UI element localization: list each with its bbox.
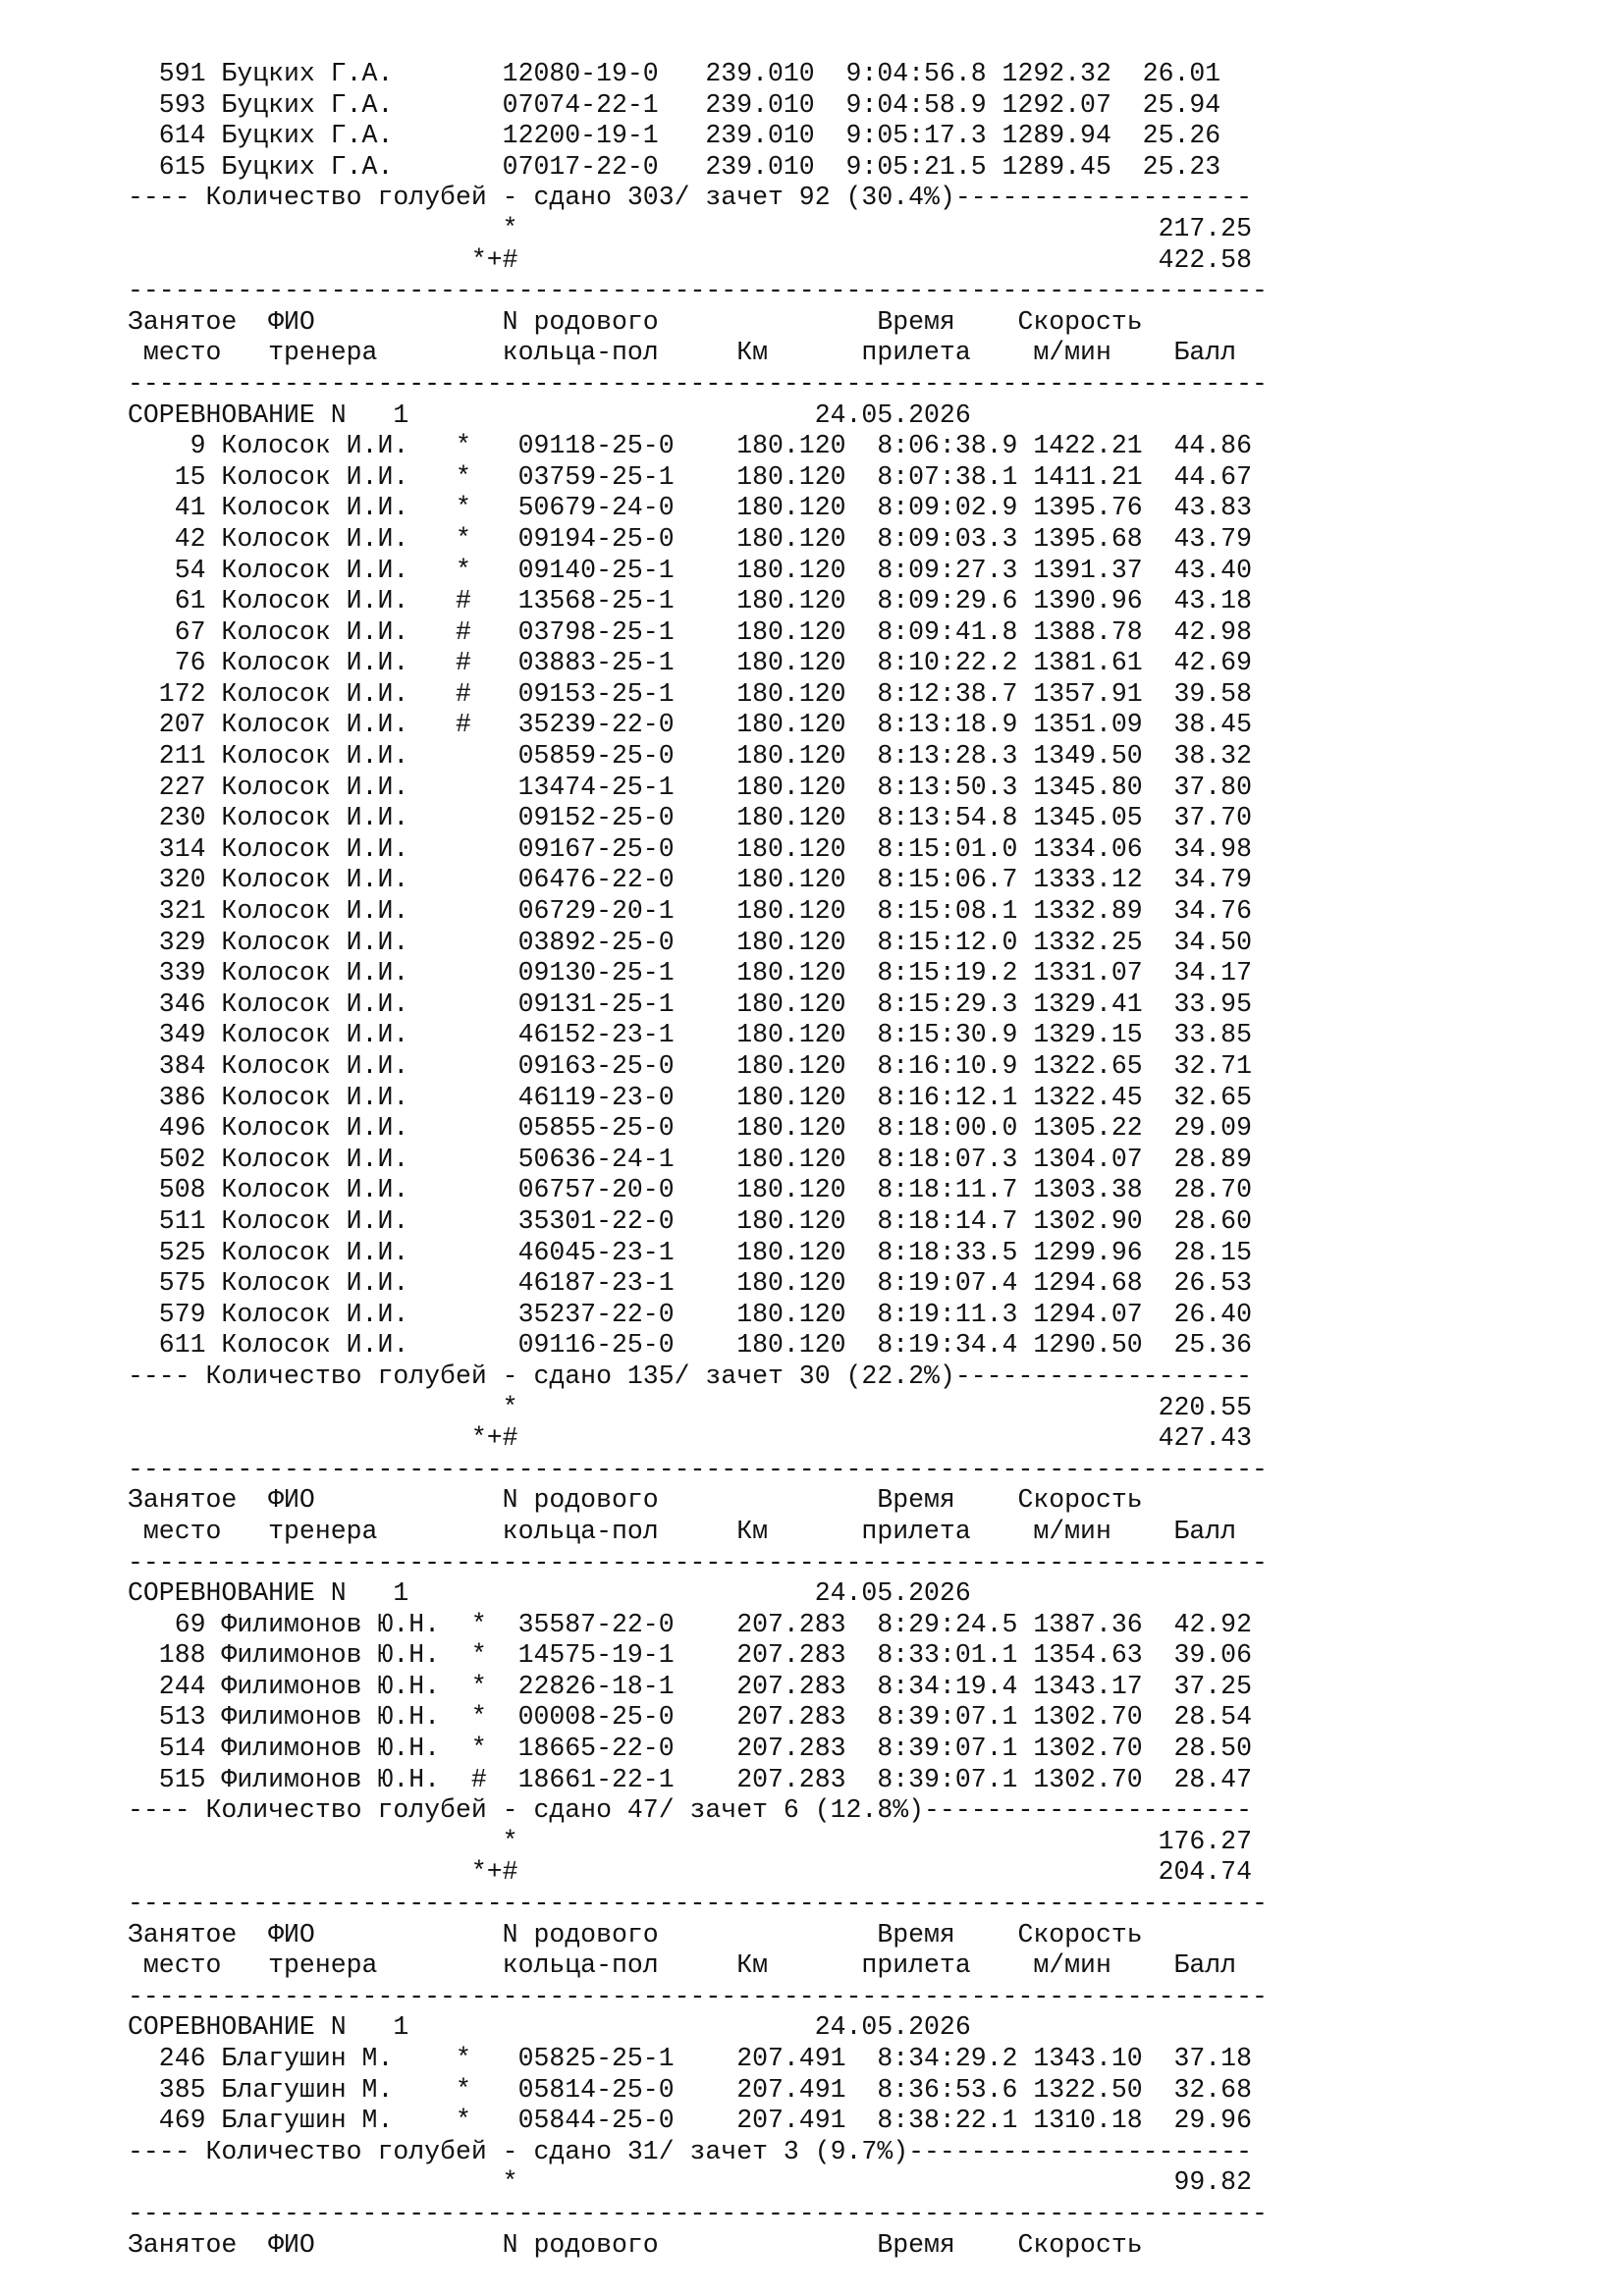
result-row: 211 Колосок И.И. 05859-25-0 180.120 8:13:28.3 1349.50 38.32	[128, 741, 1252, 772]
result-row: 386 Колосок И.И. 46119-23-0 180.120 8:16:12.1 1322.45 32.65	[128, 1082, 1252, 1112]
result-row: 320 Колосок И.И. 06476-22-0 180.120 8:15:06.7 1333.12 34.79	[128, 865, 1252, 895]
summary-line: ---- Количество голубей - сдано 135/ зачет 30 (22.2%)-------------------	[128, 1361, 1252, 1391]
result-row: 230 Колосок И.И. 09152-25-0 180.120 8:13:54.8 1345.05 37.70	[128, 803, 1252, 833]
result-row: 611 Колосок И.И. 09116-25-0 180.120 8:19:34.4 1290.50 25.36	[128, 1330, 1252, 1361]
result-row: 384 Колосок И.И. 09163-25-0 180.120 8:16:10.9 1322.65 32.71	[128, 1051, 1252, 1081]
column-header: место тренера кольца-пол Км прилета м/мин Балл	[128, 1950, 1237, 1981]
competition-header: СОРЕВНОВАНИЕ N 1 24.05.2026	[128, 400, 971, 430]
separator-line: -------------------------------------------------------------------------	[128, 368, 1268, 399]
result-row: 9 Колосок И.И. * 09118-25-0 180.120 8:06:38.9 1422.21 44.86	[128, 431, 1252, 461]
result-row: 227 Колосок И.И. 13474-25-1 180.120 8:13:50.3 1345.80 37.80	[128, 772, 1252, 802]
result-row: 525 Колосок И.И. 46045-23-1 180.120 8:18:33.5 1299.96 28.15	[128, 1237, 1252, 1267]
score-total: * 220.55	[128, 1392, 1252, 1422]
result-row: 591 Буцких Г.А. 12080-19-0 239.010 9:04:56.8 1292.32 26.01	[128, 59, 1221, 88]
results-report	[128, 59, 1268, 2261]
result-row: 579 Колосок И.И. 35237-22-0 180.120 8:19:11.3 1294.07 26.40	[128, 1299, 1252, 1329]
separator-line: -------------------------------------------------------------------------	[128, 276, 1268, 306]
result-row: 41 Колосок И.И. * 50679-24-0 180.120 8:09:02.9 1395.76 43.83	[128, 493, 1252, 523]
score-total: * 99.82	[128, 2167, 1252, 2198]
result-row: 515 Филимонов Ю.Н. # 18661-22-1 207.283 8:39:07.1 1302.70 28.47	[128, 1764, 1252, 1794]
result-row: 54 Колосок И.И. * 09140-25-1 180.120 8:09:27.3 1391.37 43.40	[128, 555, 1252, 585]
result-row: 329 Колосок И.И. 03892-25-0 180.120 8:15:12.0 1332.25 34.50	[128, 927, 1252, 957]
summary-line: ---- Количество голубей - сдано 31/ зачет 3 (9.7%)----------------------	[128, 2136, 1252, 2166]
result-row: 67 Колосок И.И. # 03798-25-1 180.120 8:09:41.8 1388.78 42.98	[128, 616, 1252, 647]
result-row: 188 Филимонов Ю.Н. * 14575-19-1 207.283 8:33:01.1 1354.63 39.06	[128, 1640, 1252, 1671]
summary-line: ---- Количество голубей - сдано 47/ зачет 6 (12.8%)---------------------	[128, 1795, 1252, 1826]
result-row: 42 Колосок И.И. * 09194-25-0 180.120 8:09:03.3 1395.68 43.79	[128, 523, 1252, 554]
column-header: место тренера кольца-пол Км прилета м/мин Балл	[128, 1516, 1237, 1546]
column-header: Занятое ФИО N родового Время Скорость	[128, 1919, 1143, 1949]
score-total: *+# 204.74	[128, 1857, 1252, 1888]
result-row: 69 Филимонов Ю.Н. * 35587-22-0 207.283 8:29:24.5 1387.36 42.92	[128, 1609, 1252, 1639]
result-row: 321 Колосок И.И. 06729-20-1 180.120 8:15:08.1 1332.89 34.76	[128, 896, 1252, 927]
result-row: 15 Колосок И.И. * 03759-25-1 180.120 8:07:38.1 1411.21 44.67	[128, 461, 1252, 492]
result-row: 349 Колосок И.И. 46152-23-1 180.120 8:15:30.9 1329.15 33.85	[128, 1020, 1252, 1050]
separator-line: -------------------------------------------------------------------------	[128, 1454, 1268, 1484]
separator-line: -------------------------------------------------------------------------	[128, 1547, 1268, 1577]
result-row: 614 Буцких Г.А. 12200-19-1 239.010 9:05:17.3 1289.94 25.26	[128, 121, 1221, 151]
summary-line: ---- Количество голубей - сдано 303/ зачет 92 (30.4%)-------------------	[128, 183, 1252, 213]
score-total: *+# 422.58	[128, 244, 1252, 275]
result-row: 76 Колосок И.И. # 03883-25-1 180.120 8:10:22.2 1381.61 42.69	[128, 648, 1252, 678]
result-row: 511 Колосок И.И. 35301-22-0 180.120 8:18:14.7 1302.90 28.60	[128, 1205, 1252, 1236]
result-row: 615 Буцких Г.А. 07017-22-0 239.010 9:05:21.5 1289.45 25.23	[128, 151, 1221, 182]
result-row: 246 Благушин М. * 05825-25-1 207.491 8:34:29.2 1343.10 37.18	[128, 2044, 1252, 2073]
result-row: 593 Буцких Г.А. 07074-22-1 239.010 9:04:58.9 1292.07 25.94	[128, 89, 1221, 120]
result-row: 346 Колосок И.И. 09131-25-1 180.120 8:15:29.3 1329.41 33.95	[128, 988, 1252, 1019]
result-row: 385 Благушин М. * 05814-25-0 207.491 8:36:53.6 1322.50 32.68	[128, 2074, 1252, 2105]
result-row: 575 Колосок И.И. 46187-23-1 180.120 8:19:07.4 1294.68 26.53	[128, 1268, 1252, 1299]
result-row: 496 Колосок И.И. 05855-25-0 180.120 8:18:00.0 1305.22 29.09	[128, 1113, 1252, 1144]
result-row: 513 Филимонов Ю.Н. * 00008-25-0 207.283 8:39:07.1 1302.70 28.54	[128, 1702, 1252, 1733]
result-row: 61 Колосок И.И. # 13568-25-1 180.120 8:09:29.6 1390.96 43.18	[128, 586, 1252, 616]
result-row: 508 Колосок И.И. 06757-20-0 180.120 8:18:11.7 1303.38 28.70	[128, 1175, 1252, 1205]
column-header: место тренера кольца-пол Км прилета м/мин Балл	[128, 338, 1237, 368]
score-total: *+# 427.43	[128, 1423, 1252, 1454]
result-row: 339 Колосок И.И. 09130-25-1 180.120 8:15:19.2 1331.07 34.17	[128, 958, 1252, 988]
result-row: 514 Филимонов Ю.Н. * 18665-22-0 207.283 8:39:07.1 1302.70 28.50	[128, 1734, 1252, 1764]
competition-header: СОРЕВНОВАНИЕ N 1 24.05.2026	[128, 1578, 971, 1609]
result-row: 244 Филимонов Ю.Н. * 22826-18-1 207.283 8:34:19.4 1343.17 37.25	[128, 1671, 1252, 1701]
competition-header: СОРЕВНОВАНИЕ N 1 24.05.2026	[128, 2012, 971, 2043]
column-header: Занятое ФИО N родового Время Скорость	[128, 2229, 1143, 2260]
result-row: 502 Колосок И.И. 50636-24-1 180.120 8:18:07.3 1304.07 28.89	[128, 1144, 1252, 1174]
column-header: Занятое ФИО N родового Время Скорость	[128, 1485, 1143, 1516]
column-header: Занятое ФИО N родового Время Скорость	[128, 306, 1143, 337]
separator-line: -------------------------------------------------------------------------	[128, 2198, 1268, 2228]
separator-line: -------------------------------------------------------------------------	[128, 1889, 1268, 1919]
result-row: 172 Колосок И.И. # 09153-25-1 180.120 8:12:38.7 1357.91 39.58	[128, 678, 1252, 709]
result-row: 469 Благушин М. * 05844-25-0 207.491 8:38:22.1 1310.18 29.96	[128, 2106, 1252, 2136]
separator-line: -------------------------------------------------------------------------	[128, 1981, 1268, 2011]
result-row: 207 Колосок И.И. # 35239-22-0 180.120 8:13:18.9 1351.09 38.45	[128, 710, 1252, 740]
score-total: * 176.27	[128, 1826, 1252, 1856]
result-row: 314 Колосок И.И. 09167-25-0 180.120 8:15:01.0 1334.06 34.98	[128, 833, 1252, 864]
score-total: * 217.25	[128, 213, 1252, 243]
